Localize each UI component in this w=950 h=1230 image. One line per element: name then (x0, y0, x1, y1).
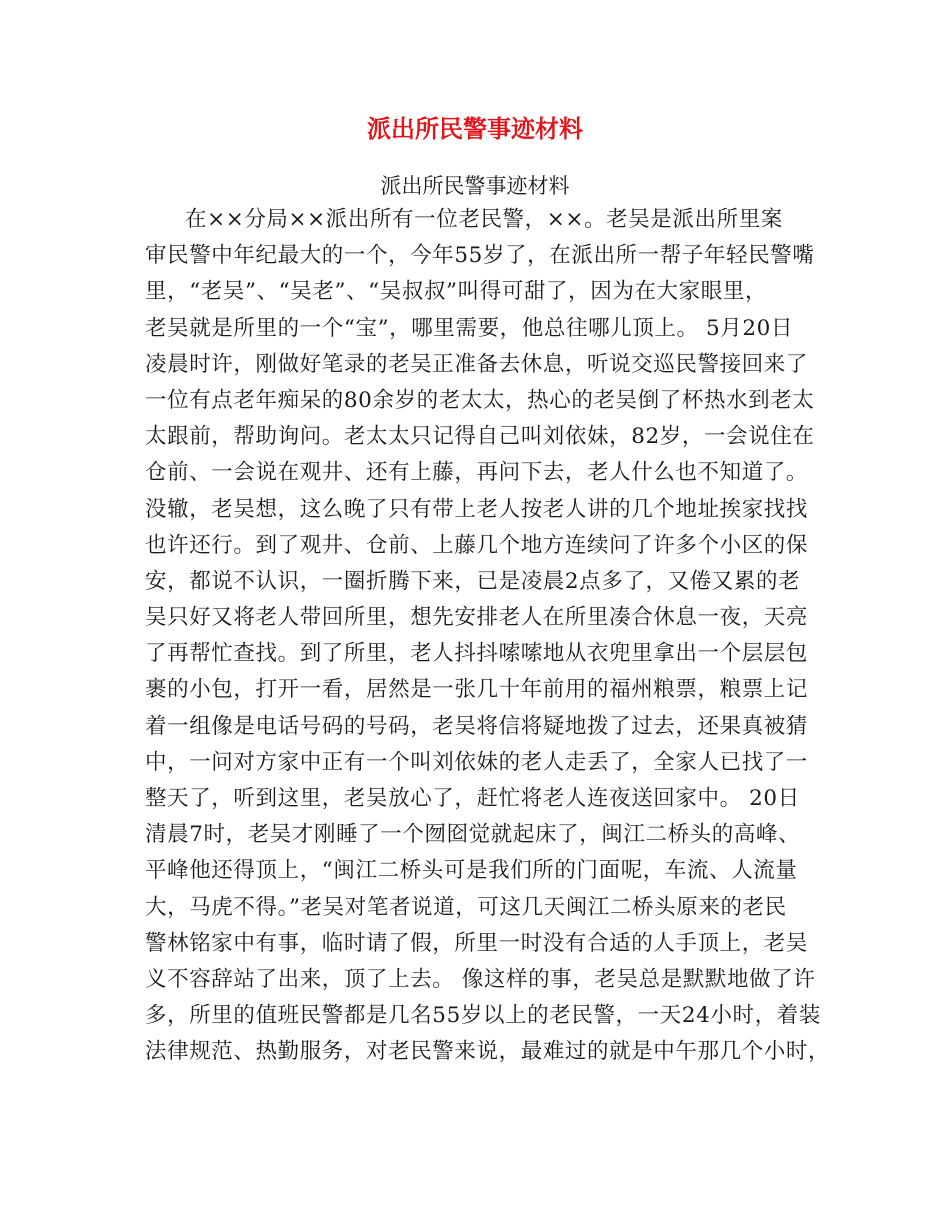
body-line: 安，都说不认识，一圈折腾下来，已是凌晨2点多了，又倦又累的老 (145, 568, 801, 594)
body-line: 法律规范、热勤服务，对老民警来说，最难过的就是中午那几个小时， (145, 1039, 831, 1065)
body-line: 太跟前，帮助询问。老太太只记得自己叫刘依妹，82岁，一会说住在 (145, 424, 815, 450)
body-line: 吴只好又将老人带回所里，想先安排老人在所里凑合休息一夜，天亮 (145, 605, 809, 631)
body-line: 平峰他还得顶上，“闽江二桥头可是我们所的门面呢，车流、人流量 (145, 858, 798, 884)
body-line: 裹的小包，打开一看，居然是一张几十年前用的福州粮票，粮票上记 (145, 677, 809, 703)
body-line: 警林铭家中有事，临时请了假，所里一时没有合适的人手顶上，老吴 (145, 930, 809, 956)
body-line: 一位有点老年痴呆的80余岁的老太太，热心的老吴倒了杯热水到老太 (145, 387, 815, 413)
document-subtitle: 派出所民警事迹材料 (380, 174, 570, 198)
body-line: 里，“老吴”、“吴老”、“吴叔叔”叫得可甜了，因为在大家眼里， (145, 279, 768, 305)
body-line: 清晨7时，老吴才刚睡了一个囫囵觉就起床了，闽江二桥头的高峰、 (145, 822, 801, 848)
document-title: 派出所民警事迹材料 (367, 114, 583, 143)
body-line: 仓前、一会说在观井、还有上藤，再问下去，老人什么也不知道了。 (145, 460, 809, 486)
body-line: 义不容辞站了出来，顶了上去。 像这样的事，老吴总是默默地做了许 (145, 966, 816, 992)
body-line: 中，一问对方家中正有一个叫刘依妹的老人走丢了，全家人已找了一 (145, 749, 809, 775)
body-line: 整天了，听到这里，老吴放心了，赶忙将老人连夜送回家中。 20日 (145, 786, 800, 811)
body-line: 凌晨时许，刚做好笔录的老吴正准备去休息，听说交巡民警接回来了 (145, 351, 809, 377)
body-line: 没辙，老吴想，这么晚了只有带上老人按老人讲的几个地址挨家找找 (145, 496, 809, 522)
body-line: 着一组像是电话号码的号码，老吴将信将疑地拨了过去，还果真被猜 (145, 713, 809, 739)
body-line: 了再帮忙查找。到了所里，老人抖抖嗦嗦地从衣兜里拿出一个层层包 (145, 641, 809, 667)
body-line: 老吴就是所里的一个“宝”，哪里需要，他总往哪儿顶上。 5月20日 (145, 315, 794, 341)
body-line: 在××分局××派出所有一位老民警，××。老吴是派出所里案 (185, 207, 783, 232)
body-line: 审民警中年纪最大的一个，今年55岁了，在派出所一帮子年轻民警嘴 (145, 243, 815, 269)
document-body (145, 202, 831, 1071)
body-line: 也许还行。到了观井、仓前、上藤几个地方连续问了许多个小区的保 (145, 532, 809, 558)
body-line: 大，马虎不得。”老吴对笔者说道，可这几天闽江二桥头原来的老民 (145, 894, 787, 920)
body-line: 多，所里的值班民警都是几名55岁以上的老民警，一天24小时，着装 (145, 1003, 821, 1029)
